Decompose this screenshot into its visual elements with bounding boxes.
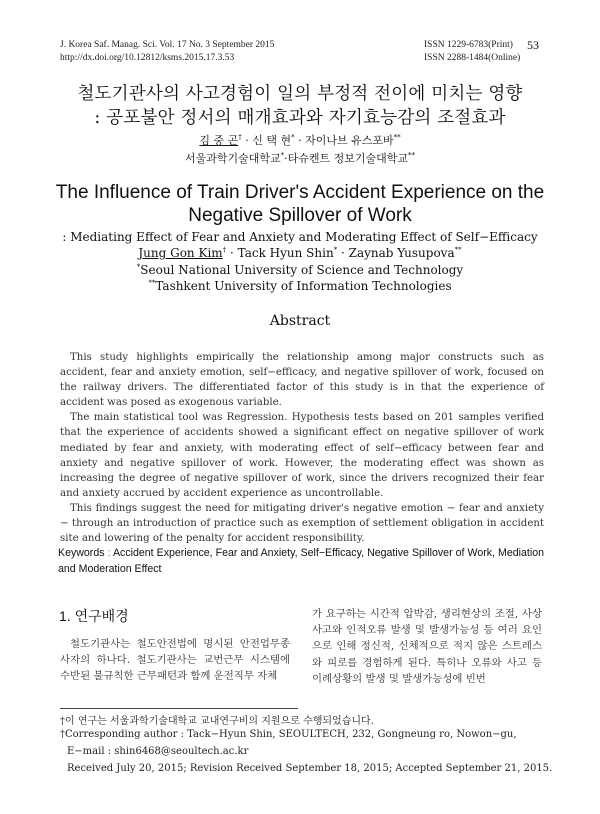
keywords: Keywords ː Accident Experience, Fear and Anxiety, Self−Efficacy, Negative Spillover of Work, Mediation and Moderation Effect [58, 547, 544, 575]
korean-author-2: · 신 택 현 [245, 134, 292, 147]
left-column-paragraph: 철도기관사는 철도안전법에 명시된 안전업무종사자의 하나다. 철도기관사는 교번근무 시스템에 수반된 불규칙한 근무패턴과 함께 운전직무 자체 [60, 638, 290, 683]
english-affil-2-line: **Tashkent University of Information Technologies [148, 279, 452, 293]
english-title-line1: The Influence of Train Driver's Accident Experience on the [55, 182, 545, 203]
page-number: 53 [527, 38, 539, 52]
english-affil-1: Seoul National University of Science and Technology [140, 263, 464, 277]
english-title-line2: Negative Spillover of Work [188, 205, 412, 226]
english-authors: Jung Gon Kim† · Tack Hyun Shin* · Zaynab Yusupova** [138, 246, 462, 260]
abstract-paragraph-2: The main statistical tool was Regression. Hypothesis tests based on 201 samples verified that the experience of accidents showed a significant effect on negative spillover of work mediated by fear and anxiety, with moderating effect of self−efficacy between fear and anxiety and negative spillover of work. However, the moderating effect was shown as increasing the degree of negative spillover of work, since the drivers recognized their fear and anxiety accrued by accident experience as uncontrollable. [60, 412, 544, 499]
korean-title-line2: : 공포불안 정서의 매개효과와 자기효능감의 조절효과 [94, 108, 506, 128]
abstract-paragraph-3: This findings suggest the need for mitigating driver's negative emotion − fear and anxiety − through an introduction of practice such as exemption of settlement obligation in accident site and lowering of the penalty for accident responsibility. [60, 502, 544, 545]
footnote-funding: †이 연구는 서울과학기술대학교 교내연구비의 지원으로 수행되었습니다. [60, 716, 374, 727]
right-column-paragraph: 가 요구하는 시간적 압박감, 생리현상의 조절, 사상사고와 인적오류 발생 및 발생가능성 등 여러 요인으로 인해 정신적, 신체적으로 적지 않은 스트레스와 피로를 경험하게 된다. 특히나 오류와 사고 등 이례상황의 발생 및 발생가능성에 빈번 [312, 608, 542, 685]
footnote-corresponding: †Corresponding author : Tack−Hyun Shin, SEOULTECH, 232, Gongneung ro, Nowon−gu, [60, 729, 517, 740]
korean-affiliations: 서울과학기술대학교*·타슈켄트 정보기술대학교** [184, 151, 416, 165]
issn-online: ISSN 2288-1484(Online) [424, 53, 521, 63]
english-affil-1-line: *Seoul National University of Science and Technology [136, 263, 464, 277]
korean-title-line1: 철도기관사의 사고경험이 일의 부정적 전이에 미치는 영향 [77, 84, 523, 104]
korean-authors: 김 중 곤† · 신 택 현* · 자이나브 유스포바** [199, 133, 401, 147]
korean-author-3: · 자이나브 유스포바 [298, 134, 394, 147]
english-author-3: · Zaynab Yusupova [337, 246, 455, 260]
english-author-2: · Tack Hyun Shin [226, 246, 334, 260]
footnote-rule [60, 708, 298, 709]
english-affil-2: Tashkent University of Information Technologies [155, 279, 452, 293]
footnote-email[interactable]: E−mail : shin6468@seoultech.ac.kr [67, 746, 249, 757]
abstract-paragraph-1: This study highlights empirically the relationship among major constructs such as accident, fear and anxiety emotion, self−efficacy, and negative spillover of work, focused on the railway drivers. The differentiated factor of this study is in that the experience of accident was posed as exogenous variable. [60, 352, 544, 409]
korean-author-1: 김 중 곤 [199, 134, 239, 147]
section-heading: 1. 연구배경 [59, 608, 129, 624]
abstract-body [60, 350, 544, 546]
footnote-received: Received July 20, 2015; Revision Received September 18, 2015; Accepted September 21, 2015. [67, 763, 553, 774]
right-column-text [312, 606, 542, 687]
issn-print: ISSN 1229-6783(Print) [424, 40, 513, 50]
left-column-text [60, 636, 290, 685]
english-author-1: Jung Gon Kim [138, 246, 223, 260]
doi-link[interactable]: http://dx.doi.org/10.12812/ksms.2015.17.3.53 [60, 53, 235, 63]
journal-citation: J. Korea Saf. Manag. Sci. Vol. 17 No. 3 September 2015 [60, 40, 275, 50]
english-subtitle: : Mediating Effect of Fear and Anxiety and Moderating Effect of Self−Efficacy [62, 230, 538, 244]
korean-affil-1: 서울과학기술대학교 [184, 152, 281, 165]
abstract-heading: Abstract [269, 313, 331, 329]
korean-affil-2: ·타슈켄트 정보기술대학교 [284, 152, 409, 165]
